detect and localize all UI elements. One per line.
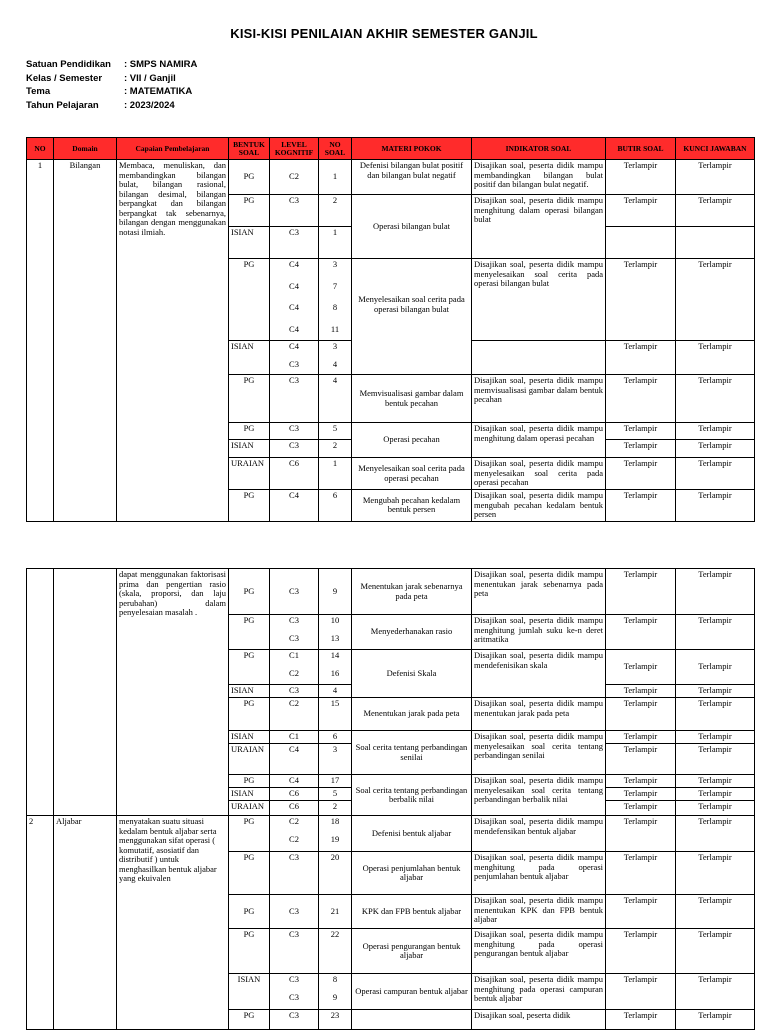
materi-cell: Soal cerita tentang perbandingan senilai — [352, 731, 472, 775]
header-level-kognitif: LEVEL KOGNITIF — [270, 138, 319, 160]
domain-cell-empty — [54, 569, 117, 816]
butir-cell: Terlampir — [606, 1010, 676, 1030]
bentuk-cell: ISIAN — [229, 440, 270, 458]
row-number-empty — [27, 569, 54, 816]
bentuk-cell: URAIAN — [229, 801, 270, 816]
materi-cell: Menentukan jarak pada peta — [352, 698, 472, 731]
butir-cell: Terlampir — [606, 788, 676, 801]
nosoal-cell: 3 4 — [319, 341, 352, 375]
indikator-cell: Disajikan soal, peserta didik mampu mengubah pecahan kedalam bentuk persen — [472, 490, 606, 522]
indikator-cell: Disajikan soal, peserta didik mampu menyelesaikan soal cerita tentang perbandingan senilai — [472, 731, 606, 775]
level-cell: C4 C3 — [270, 341, 319, 375]
butir-cell: Terlampir — [606, 650, 676, 685]
level-cell: C3 — [270, 195, 319, 227]
kunci-cell: Terlampir — [676, 698, 755, 731]
row-number: 2 — [27, 816, 54, 1030]
nosoal-cell: 3 — [319, 744, 352, 775]
indikator-cell: Disajikan soal, peserta didik mampu mendefenisikan skala — [472, 650, 606, 698]
row-number: 1 — [27, 160, 54, 522]
nosoal-cell: 18 19 — [319, 816, 352, 852]
butir-cell: Terlampir — [606, 744, 676, 775]
indikator-cell-empty — [472, 227, 606, 259]
header-no-soal: NO SOAL — [319, 138, 352, 160]
bentuk-cell: PG — [229, 259, 270, 341]
butir-cell: Terlampir — [606, 852, 676, 895]
butir-cell: Terlampir — [606, 195, 676, 227]
materi-cell: Menyelesaikan soal cerita pada operasi bilangan bulat — [352, 259, 472, 375]
butir-cell: Terlampir — [606, 341, 676, 375]
kunci-cell: Terlampir — [676, 440, 755, 458]
level-cell: C6 — [270, 801, 319, 816]
materi-cell: Defenisi Skala — [352, 650, 472, 698]
header-no: NO — [27, 138, 54, 160]
materi-cell: KPK dan FPB bentuk aljabar — [352, 895, 472, 929]
bentuk-cell: PG — [229, 375, 270, 423]
level-cell: C3 C3 — [270, 974, 319, 1010]
bentuk-cell: ISIAN — [229, 974, 270, 1010]
bentuk-cell: PG — [229, 615, 270, 650]
table-row — [27, 569, 755, 615]
materi-cell: Operasi penjumlahan bentuk aljabar — [352, 852, 472, 895]
meta-row — [26, 58, 197, 72]
indikator-cell: Disajikan soal, peserta didik mampu menghitung dalam operasi bilangan bulat — [472, 195, 606, 227]
meta-key: Kelas / Semester — [26, 72, 103, 84]
level-cell: C3 — [270, 1010, 319, 1030]
indikator-cell: Disajikan soal, peserta didik mampu menghitung dalam operasi pecahan — [472, 423, 606, 458]
level-cell: C2 — [270, 698, 319, 731]
kunci-cell: Terlampir — [676, 341, 755, 375]
indikator-cell: Disajikan soal, peserta didik mampu memvisualisasi gambar dalam bentuk pecahan — [472, 375, 606, 423]
indikator-cell: Disajikan soal, peserta didik mampu menentukan jarak sebenarnya pada peta — [472, 569, 606, 615]
materi-cell: Menyederhanakan rasio — [352, 615, 472, 650]
kunci-cell: Terlampir — [676, 974, 755, 1010]
indikator-cell: Disajikan soal, peserta didik mampu menghitung pada operasi pengurangan bentuk aljabar — [472, 929, 606, 974]
materi-cell: Menentukan jarak sebenarnya pada peta — [352, 569, 472, 615]
materi-cell: Mengubah pecahan kedalam bentuk persen — [352, 490, 472, 522]
table-row — [27, 160, 755, 195]
indikator-cell: Disajikan soal, peserta didik mampu menyelesaikan soal cerita pada operasi pecahan — [472, 458, 606, 490]
level-cell: C3 — [270, 569, 319, 615]
butir-cell: Terlampir — [606, 259, 676, 341]
page-title: KISI-KISI PENILAIAN AKHIR SEMESTER GANJIL — [230, 26, 538, 41]
kisi-kisi-table-2 — [26, 568, 755, 1030]
meta-key: Satuan Pendidikan — [26, 59, 111, 70]
bentuk-cell: PG — [229, 852, 270, 895]
materi-cell: Memvisualisasi gambar dalam bentuk pecahan — [352, 375, 472, 423]
header-materi-pokok: MATERI POKOK — [352, 138, 472, 160]
indikator-cell: Disajikan soal, peserta didik mampu menghitung pada operasi campuran bentuk aljabar — [472, 974, 606, 1010]
kunci-cell: Terlampir — [676, 801, 755, 816]
nosoal-cell: 4 — [319, 685, 352, 698]
kunci-cell: Terlampir — [676, 615, 755, 650]
kunci-cell: Terlampir — [676, 731, 755, 744]
document-meta — [26, 58, 197, 112]
bentuk-cell: URAIAN — [229, 744, 270, 775]
bentuk-cell: PG — [229, 160, 270, 195]
bentuk-cell: ISIAN — [229, 341, 270, 375]
bentuk-cell: ISIAN — [229, 731, 270, 744]
level-cell: C2 — [270, 160, 319, 195]
kunci-cell: Terlampir — [676, 569, 755, 615]
meta-value: : 2023/2024 — [124, 99, 175, 111]
nosoal-cell: 9 — [319, 569, 352, 615]
materi-cell: Operasi bilangan bulat — [352, 195, 472, 259]
level-cell: C6 — [270, 458, 319, 490]
materi-cell: Operasi pecahan — [352, 423, 472, 458]
butir-cell: Terlampir — [606, 775, 676, 788]
meta-row — [26, 99, 197, 113]
meta-row — [26, 85, 197, 99]
level-cell: C3 — [270, 895, 319, 929]
level-cell: C4 — [270, 775, 319, 788]
materi-cell: Menyelesaikan soal cerita pada operasi pecahan — [352, 458, 472, 490]
butir-cell: Terlampir — [606, 440, 676, 458]
nosoal-cell: 21 — [319, 895, 352, 929]
nosoal-cell: 14 16 — [319, 650, 352, 685]
meta-key: Tema — [26, 86, 51, 97]
kisi-kisi-table-1 — [26, 137, 755, 522]
nosoal-cell: 6 — [319, 490, 352, 522]
level-cell: C2 C2 — [270, 816, 319, 852]
bentuk-cell: PG — [229, 569, 270, 615]
indikator-cell: Disajikan soal, peserta didik mampu menyelesaikan soal cerita tentang perbandingan berbalik nilai — [472, 775, 606, 816]
butir-cell: Terlampir — [606, 458, 676, 490]
bentuk-cell: ISIAN — [229, 227, 270, 259]
nosoal-cell: 4 — [319, 375, 352, 423]
bentuk-cell: PG — [229, 423, 270, 440]
kunci-cell: Terlampir — [676, 816, 755, 852]
meta-value: : MATEMATIKA — [124, 86, 193, 97]
indikator-cell: Disajikan soal, peserta didik mampu mendefensikan bentuk aljabar — [472, 816, 606, 852]
butir-cell: Terlampir — [606, 816, 676, 852]
butir-cell: Terlampir — [606, 801, 676, 816]
bentuk-cell: PG — [229, 195, 270, 227]
materi-cell: Soal cerita tentang perbandingan berbalik nilai — [352, 775, 472, 816]
table-header-row — [27, 138, 755, 160]
level-cell: C1 — [270, 731, 319, 744]
nosoal-cell: 10 13 — [319, 615, 352, 650]
nosoal-cell: 6 — [319, 731, 352, 744]
level-cell: C3 — [270, 227, 319, 259]
bentuk-cell: PG — [229, 1010, 270, 1030]
kunci-cell: Terlampir — [676, 423, 755, 440]
indikator-cell: Disajikan soal, peserta didik mampu menyelesaikan soal cerita pada operasi bilangan bulat — [472, 259, 606, 341]
butir-cell: Terlampir — [606, 160, 676, 195]
indikator-cell: Disajikan soal, peserta didik mampu menentukan KPK dan FPB bentuk aljabar — [472, 895, 606, 929]
kunci-cell: Terlampir — [676, 160, 755, 195]
butir-cell: Terlampir — [606, 731, 676, 744]
nosoal-cell: 22 — [319, 929, 352, 974]
bentuk-cell: PG — [229, 816, 270, 852]
kunci-cell: Terlampir — [676, 852, 755, 895]
header-kunci-jawaban: KUNCI JAWABAN — [676, 138, 755, 160]
materi-cell: Defenisi bentuk aljabar — [352, 816, 472, 852]
kunci-cell: Terlampir — [676, 650, 755, 685]
butir-cell: Terlampir — [606, 895, 676, 929]
kunci-cell: Terlampir — [676, 195, 755, 227]
materi-cell: Operasi campuran bentuk aljabar — [352, 974, 472, 1010]
bentuk-cell: PG — [229, 895, 270, 929]
materi-cell: Defenisi bilangan bulat positif dan bilangan bulat negatif — [352, 160, 472, 195]
indikator-cell: Disajikan soal, peserta didik — [472, 1010, 606, 1030]
kunci-cell: Terlampir — [676, 788, 755, 801]
kunci-cell: Terlampir — [676, 685, 755, 698]
butir-cell: Terlampir — [606, 375, 676, 423]
header-butir-soal: BUTIR SOAL — [606, 138, 676, 160]
nosoal-cell: 15 — [319, 698, 352, 731]
materi-cell: Operasi pengurangan bentuk aljabar — [352, 929, 472, 974]
nosoal-cell: 3 7 8 11 — [319, 259, 352, 341]
level-cell: C6 — [270, 788, 319, 801]
level-cell: C3 — [270, 852, 319, 895]
indikator-cell: Disajikan soal, peserta didik mampu membandingkan bilangan bulat positif dan bilangan bulat negatif. — [472, 160, 606, 195]
bentuk-cell: PG — [229, 929, 270, 974]
materi-cell-empty — [352, 1010, 472, 1030]
bentuk-cell: PG — [229, 698, 270, 731]
nosoal-cell: 1 — [319, 160, 352, 195]
indikator-cell: Disajikan soal, peserta didik mampu menghitung pada operasi penjumlahan bentuk aljabar — [472, 852, 606, 895]
bentuk-cell: ISIAN — [229, 685, 270, 698]
butir-cell: Terlampir — [606, 615, 676, 650]
capaian-cell: dapat menggunakan faktorisasi prima dan pengertian rasio (skala, proporsi, dan laju perubahan) dalam penyelesaian masalah . — [117, 569, 229, 816]
nosoal-cell: 5 — [319, 423, 352, 440]
kunci-cell-empty — [676, 227, 755, 259]
level-cell: C3 — [270, 423, 319, 440]
domain-cell: Aljabar — [54, 816, 117, 1030]
level-cell: C3 — [270, 685, 319, 698]
capaian-cell: menyatakan suatu situasi kedalam bentuk aljabar serta menggunakan sifat operasi ( komutatif, asosiatif dan distributif ) untuk menghasilkan bentuk aljabar yang ekuivalen — [117, 816, 229, 1030]
kunci-cell: Terlampir — [676, 1010, 755, 1030]
indikator-cell: Disajikan soal, peserta didik mampu menentukan jarak pada peta — [472, 698, 606, 731]
kunci-cell: Terlampir — [676, 744, 755, 775]
capaian-cell: Membaca, menuliskan, dan membandingkan bilangan bulat, bilangan rasional, bilangan desimal, bilangan berpangkat dan bilangan berpangkat tak sebenarnya, bilangan dengan menggunakan notasi ilmiah. — [117, 160, 229, 522]
butir-cell: Terlampir — [606, 685, 676, 698]
domain-cell: Bilangan — [54, 160, 117, 522]
level-cell: C4 — [270, 744, 319, 775]
nosoal-cell: 17 — [319, 775, 352, 788]
level-cell: C3 — [270, 440, 319, 458]
butir-cell: Terlampir — [606, 490, 676, 522]
header-domain: Domain — [54, 138, 117, 160]
level-cell: C3 C3 — [270, 615, 319, 650]
level-cell: C3 — [270, 375, 319, 423]
butir-cell: Terlampir — [606, 569, 676, 615]
meta-key: Tahun Pelajaran — [26, 99, 99, 111]
bentuk-cell: PG — [229, 650, 270, 685]
meta-value: : SMPS NAMIRA — [124, 59, 198, 70]
nosoal-cell: 1 — [319, 227, 352, 259]
nosoal-cell: 5 — [319, 788, 352, 801]
table-row — [27, 816, 755, 852]
header-bentuk-soal: BENTUK SOAL — [229, 138, 270, 160]
bentuk-cell: PG — [229, 490, 270, 522]
butir-cell: Terlampir — [606, 929, 676, 974]
nosoal-cell: 23 — [319, 1010, 352, 1030]
nosoal-cell: 20 — [319, 852, 352, 895]
butir-cell-empty — [606, 227, 676, 259]
kunci-cell: Terlampir — [676, 895, 755, 929]
kunci-cell: Terlampir — [676, 458, 755, 490]
butir-cell: Terlampir — [606, 698, 676, 731]
indikator-cell-empty — [472, 341, 606, 375]
bentuk-cell: PG — [229, 775, 270, 788]
indikator-cell: Disajikan soal, peserta didik mampu menghitung jumlah suku ke-n deret aritmatika — [472, 615, 606, 650]
nosoal-cell: 2 — [319, 195, 352, 227]
nosoal-cell: 2 — [319, 440, 352, 458]
nosoal-cell: 8 9 — [319, 974, 352, 1010]
butir-cell: Terlampir — [606, 974, 676, 1010]
level-cell: C4 — [270, 490, 319, 522]
header-capaian: Capaian Pembelajaran — [117, 138, 229, 160]
nosoal-cell: 2 — [319, 801, 352, 816]
kunci-cell: Terlampir — [676, 259, 755, 341]
bentuk-cell: URAIAN — [229, 458, 270, 490]
level-cell: C1 C2 — [270, 650, 319, 685]
bentuk-cell: ISIAN — [229, 788, 270, 801]
kunci-cell: Terlampir — [676, 490, 755, 522]
kunci-cell: Terlampir — [676, 775, 755, 788]
kunci-cell: Terlampir — [676, 929, 755, 974]
nosoal-cell: 1 — [319, 458, 352, 490]
butir-cell: Terlampir — [606, 423, 676, 440]
meta-value: : VII / Ganjil — [124, 72, 176, 84]
kunci-cell: Terlampir — [676, 375, 755, 423]
meta-row — [26, 72, 197, 86]
level-cell: C3 — [270, 929, 319, 974]
level-cell: C4 C4 C4 C4 — [270, 259, 319, 341]
header-indikator-soal: INDIKATOR SOAL — [472, 138, 606, 160]
